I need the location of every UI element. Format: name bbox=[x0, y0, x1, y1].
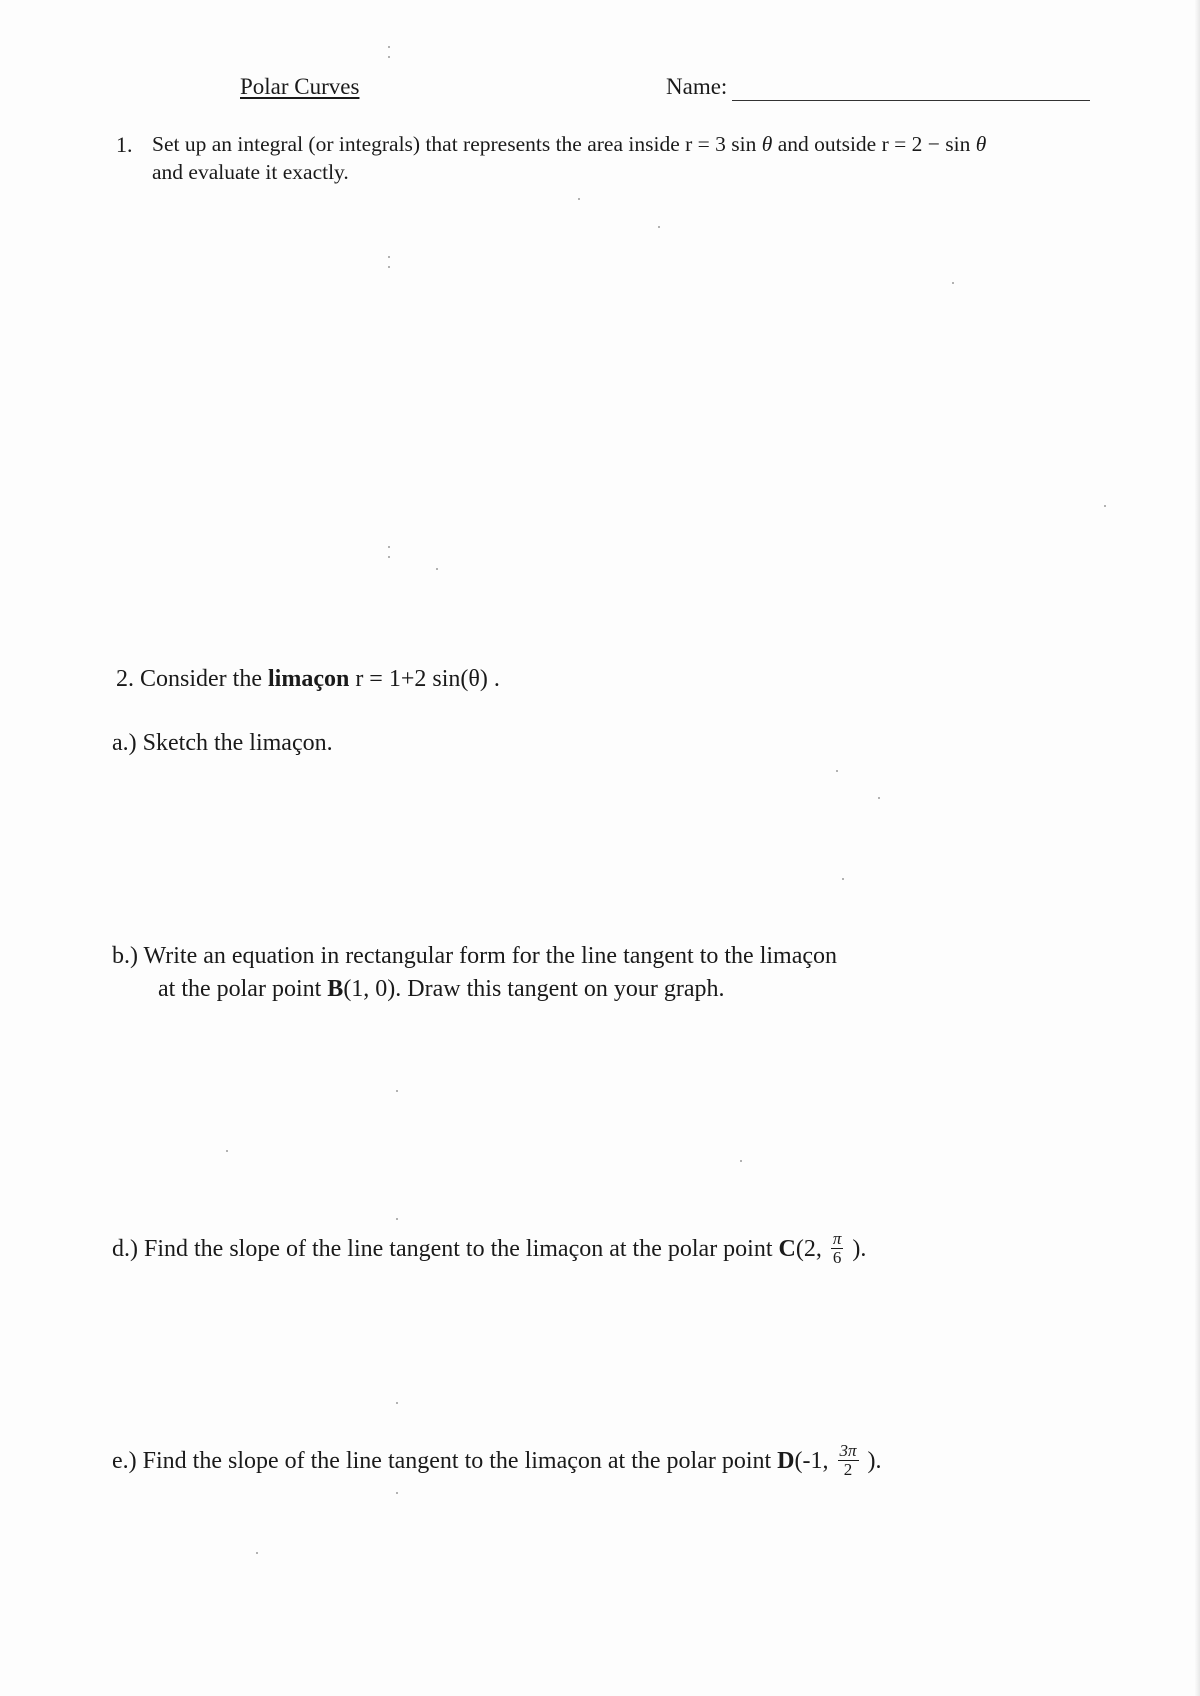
question-1-text-b: and outside bbox=[772, 132, 882, 156]
fraction-denominator: 2 bbox=[843, 1459, 853, 1479]
scan-speck bbox=[952, 282, 954, 284]
scan-speck bbox=[388, 556, 390, 558]
scan-speck bbox=[836, 770, 838, 772]
question-1-number: 1. bbox=[116, 132, 133, 157]
point-c-label: C bbox=[778, 1235, 796, 1262]
point-d-label: D bbox=[777, 1447, 795, 1474]
page-title: Polar Curves bbox=[240, 74, 360, 99]
equation-2-rest: = 2 − sin bbox=[888, 132, 976, 156]
question-1-line-1 bbox=[152, 132, 986, 157]
question-1-text-a: Set up an integral (or integrals) that represents the area inside bbox=[152, 132, 686, 156]
part-a: a.) Sketch the limaçon. bbox=[112, 730, 333, 756]
scan-speck bbox=[396, 1492, 398, 1494]
point-c-close: ). bbox=[846, 1235, 867, 1262]
fraction-numerator: 3π bbox=[839, 1441, 857, 1460]
scan-speck bbox=[256, 1552, 258, 1554]
scan-speck bbox=[842, 878, 844, 880]
part-b-text-b: (1, 0). Draw this tangent on your graph. bbox=[343, 976, 725, 1002]
theta-symbol-2: θ bbox=[975, 132, 987, 156]
part-b-line-2 bbox=[158, 976, 725, 1003]
part-d bbox=[112, 1229, 867, 1269]
fraction-denominator: 6 bbox=[832, 1247, 842, 1267]
part-b-text-a: at the polar point bbox=[158, 976, 328, 1002]
point-d-open: (-1, bbox=[794, 1447, 835, 1474]
scan-speck bbox=[878, 797, 880, 799]
scan-speck bbox=[226, 1150, 228, 1152]
three-pi-over-2-fraction bbox=[838, 1442, 859, 1479]
fraction-numerator: π bbox=[832, 1229, 842, 1248]
equation-1-rest: = 3 sin bbox=[692, 132, 762, 156]
part-e-text: e.) Find the slope of the line tangent to the limaçon at the polar point bbox=[112, 1447, 778, 1474]
question-2-text: 2. Consider the bbox=[116, 666, 268, 692]
scan-speck bbox=[388, 46, 390, 48]
pi-over-6-fraction bbox=[831, 1230, 844, 1267]
limacon-term: limaçon bbox=[267, 666, 350, 692]
scan-speck bbox=[578, 198, 580, 200]
scan-speck bbox=[388, 546, 390, 548]
equation-2-r: r bbox=[881, 132, 889, 156]
scan-speck bbox=[388, 56, 390, 58]
part-d-text: d.) Find the slope of the line tangent to the limaçon at the polar point bbox=[112, 1235, 779, 1262]
part-e bbox=[112, 1441, 882, 1481]
point-d-close: ). bbox=[861, 1447, 882, 1474]
scan-speck bbox=[436, 568, 438, 570]
question-1-line-2: and evaluate it exactly. bbox=[152, 160, 349, 184]
scan-speck bbox=[658, 226, 660, 228]
scan-speck bbox=[740, 1160, 742, 1162]
scan-speck bbox=[388, 256, 390, 258]
point-c-open: (2, bbox=[795, 1235, 828, 1262]
scan-speck bbox=[396, 1218, 398, 1220]
scan-edge-shadow bbox=[1194, 0, 1200, 1696]
point-b-label: B bbox=[327, 976, 344, 1002]
scan-speck bbox=[1104, 505, 1106, 507]
theta-symbol-1: θ bbox=[761, 132, 773, 156]
name-label: Name: bbox=[666, 74, 728, 99]
scan-speck bbox=[396, 1402, 398, 1404]
limacon-equation: r = 1+2 sin(θ) . bbox=[349, 666, 500, 692]
equation-1-r: r bbox=[685, 132, 693, 156]
question-2-intro bbox=[116, 666, 500, 693]
name-blank-line bbox=[732, 100, 1090, 101]
part-b-line-1: b.) Write an equation in rectangular form for the line tangent to the limaçon bbox=[112, 943, 838, 969]
scan-speck bbox=[396, 1090, 398, 1092]
scan-speck bbox=[388, 266, 390, 268]
